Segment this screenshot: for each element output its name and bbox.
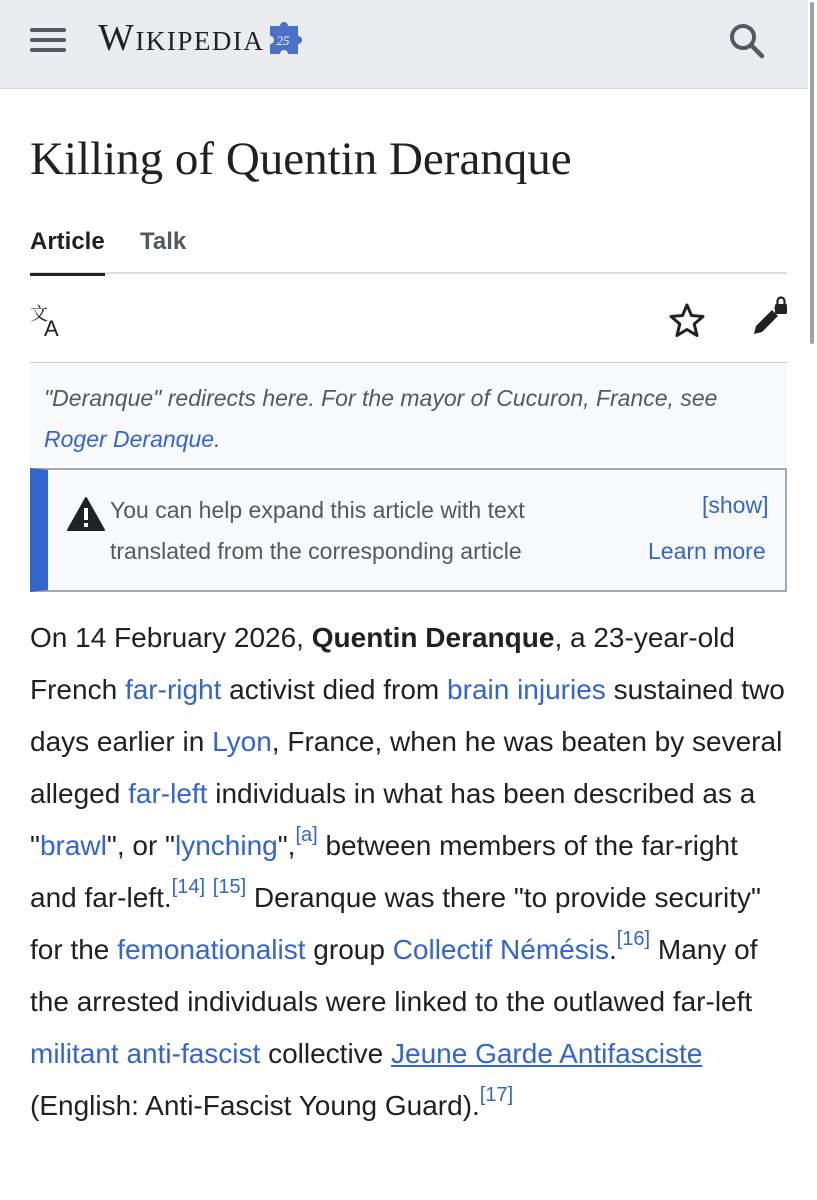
ref-15[interactable] [213,876,246,898]
wordmark-text: Wikipedia [98,17,265,59]
scrollbar-thumb[interactable] [810,2,814,344]
hamburger-menu-icon[interactable] [30,24,68,56]
link-brawl[interactable]: brawl [39,830,107,861]
link-collectif-nemesis[interactable]: Collectif Némésis [392,934,609,965]
ref-15-link[interactable]: [15] [212,876,247,898]
search-icon[interactable] [726,20,768,62]
link-lynching[interactable]: lynching [175,830,278,861]
tab-article[interactable]: Article [30,228,105,276]
ref-16-link[interactable]: [16] [616,928,651,950]
page-tabs [30,212,787,274]
lead-text: individuals in what has been described as a " [30,778,756,861]
puzzle-25-icon [266,20,308,58]
lead-text: between members of the far-right and far-left. [30,830,738,913]
hatnote-link-roger-deranque[interactable]: Roger Deranque [44,426,215,452]
ref-17-link[interactable]: [17] [479,1084,514,1106]
ref-17[interactable] [480,1084,513,1106]
ref-16[interactable] [617,928,650,950]
wikipedia-logo[interactable] [98,14,308,62]
notice-show-button[interactable]: [show] [702,492,769,518]
translate-icon[interactable] [30,302,70,343]
link-militant-anti-fascist[interactable]: militant anti-fascist [30,1038,261,1069]
lead-text: . [608,934,617,965]
header-bar [0,0,808,89]
hatnote-text: "Deranque" redirects here. For the mayor of Cucuron, France, see [44,385,718,411]
lead-paragraph [30,612,790,1132]
lead-text: , a 23-year-old French [30,622,735,705]
link-brain-injuries[interactable]: brain injuries [447,674,606,705]
puzzle-badge-text: 25 [276,33,290,48]
link-femonationalist[interactable]: femonationalist [117,934,306,965]
edit-locked-icon[interactable] [748,296,792,343]
page-actions-toolbar [30,274,787,363]
scrollbar[interactable] [808,0,817,1200]
lead-text: ", [277,830,296,861]
link-far-right[interactable]: far-right [124,674,222,705]
lead-text: activist died from [221,674,448,705]
link-lyon[interactable]: Lyon [212,726,272,757]
lead-text: Deranque was there "to provide security" for the [30,882,761,965]
expand-notice-box [30,468,787,592]
warning-icon [66,496,106,537]
svg-text:A: A [44,316,59,338]
lead-text: On 14 February 2026, [30,622,312,653]
notice-learn-more-link[interactable]: Learn more [648,538,766,564]
footnote-a[interactable] [295,824,317,846]
ref-14-link[interactable]: [14] [171,876,205,898]
lead-text: , France, when he was beaten by several alleged [30,726,783,809]
hatnote [30,364,787,466]
notice-text-fade [548,530,618,572]
tab-talk[interactable]: Talk [140,228,187,255]
link-far-left[interactable]: far-left [128,778,208,809]
ref-14[interactable] [172,876,205,898]
star-icon[interactable] [668,302,706,343]
notice-text [110,490,610,572]
lead-text: (English: Anti-Fascist Young Guard). [30,1090,480,1121]
footnote-a-link[interactable]: [a] [295,824,318,846]
svg-text:文: 文 [30,304,48,325]
lead-text: ", or " [106,830,175,861]
notice-line-1: You can help expand this article with text [110,497,525,523]
hatnote-text-end: . [214,426,221,452]
link-jeune-garde-antifasciste[interactable]: Jeune Garde Antifasciste [391,1038,703,1069]
page-title: Killing of Quentin Deranque [30,133,572,185]
lead-text: sustained two days earlier in [30,674,785,757]
lead-text: Many of the arrested individuals were linked to the outlawed far-left [30,934,758,1017]
lead-text: collective [260,1038,392,1069]
lead-text: group [305,934,393,965]
notice-line-2: translated from the corresponding article [110,538,522,564]
lead-subject-name: Quentin Deranque [311,622,555,653]
